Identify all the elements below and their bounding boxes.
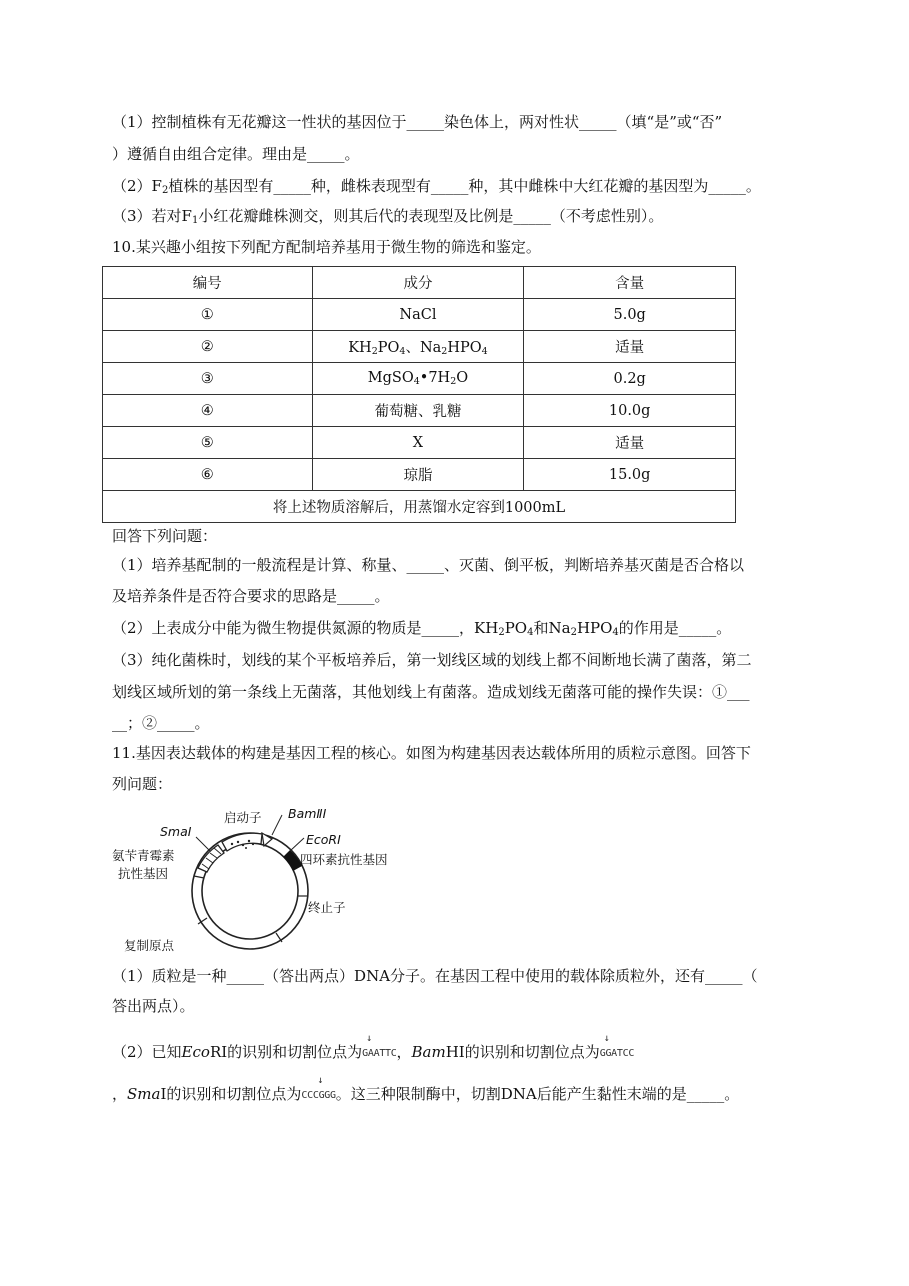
row-number: ② [103,331,313,363]
cut-arrow: ↓ [603,1033,610,1044]
ori-label: 复制原点 [124,938,175,953]
row-component: 葡萄糖、乳糖 [312,395,524,427]
q11-line-2: 答出两点）。 [112,997,195,1015]
q10-line-4: （3）纯化菌株时，划线的某个平板培养后，第一划线区域的划线上都不间断地长满了菌落，第二 [112,651,752,669]
amp-label-line-1: 氨苄青霉素 [112,848,175,863]
q10-line-1: （1）培养基配制的一般流程是计算、称量、_____、灭菌、倒平板，判断培养基灭菌是否合格以 [112,556,745,574]
row-number: ⑥ [103,459,313,491]
q11-intro-1: 11.基因表达载体的构建是基因工程的核心。如图为构建基因表达载体所用的质粒示意图。回答下 [112,744,751,762]
row-amount: 适量 [524,331,736,363]
row-amount: 15.0g [524,459,736,491]
plasmid-diagram [112,806,412,956]
sma-sequence: ↓ CCCGGG [301,1086,335,1106]
q9-line-2: ）遵循自由组合定律。理由是_____。 [112,145,360,163]
row-component: $MgSO_4•7H_2O$ [312,363,524,395]
q10-line-2: 及培养条件是否符合要求的思路是_____。 [112,587,390,605]
q9-line-3: $(2)F_2$植株的基因型有_____种，雌株表现型有_____种，其中雌株中大红花瓣的基因型为_____。 [112,177,761,196]
row-amount: 5.0g [524,299,736,331]
table-footer-note: 将上述物质溶解后，用蒸馏水定容到1000mL [103,491,736,523]
table-header-row [103,267,736,299]
q9-line-4: （3）若对$F_1$小红花瓣雌株测交，则其后代的表现型及比例是_____（不考虑性别）。 [112,207,664,226]
terminator-label: 终止子 [308,900,346,915]
tet-label: 四环素抗性基因 [300,852,388,867]
eco-pointer [290,838,304,851]
table-row [103,299,736,331]
q10-line-5: 划线区域所划的第一条线上无菌落，其他划线上有菌落。造成划线无菌落可能的操作失误：①___ [112,683,750,701]
q9-line-1: （1）控制植株有无花瓣这一性状的基因位于_____染色体上，两对性状_____（填“是”或“否” [112,113,723,131]
q10-line-3: （2）上表成分中能为微生物提供氮源的物质是_____，$KH_2PO_4$和$Na_2HPO_4$的作用是_____。 [112,619,732,638]
q11-line-1: （1）质粒是一种_____（答出两点）DNA分子。在基因工程中使用的载体除质粒外，还有_____（ [112,967,758,985]
q10-prompt: 回答下列问题： [112,527,218,545]
table-row [103,363,736,395]
row-amount: 适量 [524,427,736,459]
header-amount: 含量 [524,267,736,299]
row-amount: 0.2g [524,363,736,395]
row-amount: 10.0g [524,395,736,427]
row-component: 琼脂 [312,459,524,491]
row-component: $KH_2PO_4$、$Na_2HPO_4$ [312,331,524,363]
medium-recipe-table [102,266,736,523]
eco-sequence: ↓ GAATTC [362,1044,396,1064]
table-row [103,459,736,491]
row-component: X [312,427,524,459]
header-component: 成分 [312,267,524,299]
promoter-region [222,833,262,851]
q11-intro-2: 列问题： [112,775,173,793]
table-row [103,331,736,363]
table-row [103,427,736,459]
row-number: ⑤ [103,427,313,459]
header-number: 编号 [103,267,313,299]
q11-line-4: ，SmaⅠ的识别和切割位点为 ↓ CCCGGG。这三种限制酶中，切割DNA后能产生黏性末端的是_____。 [112,1084,739,1106]
promoter-label: 启动子 [224,810,262,825]
sma-label: SmaⅠ [160,824,192,839]
cut-arrow: ↓ [317,1075,324,1086]
bam-label: BamⅡⅠ [288,806,327,821]
q10-intro: 10.某兴趣小组按下列配方配制培养基用于微生物的筛选和鉴定。 [112,238,541,256]
bam-sequence: ↓ GGATCC [600,1044,634,1064]
bam-pointer [272,815,282,835]
amp-label-line-2: 抗性基因 [118,866,169,881]
sma-pointer [196,837,210,851]
eco-label: EcoRⅠ [306,832,341,847]
row-component: NaCl [312,299,524,331]
row-number: ① [103,299,313,331]
table-footer-row [103,491,736,523]
row-number: ③ [103,363,313,395]
q10-line-6: __；②_____。 [112,714,210,732]
q11-line-3: （2）已知EcoRⅠ的识别和切割位点为 ↓ GAATTC，BamHⅠ的识别和切割位点为 ↓ GGATCC [112,1042,634,1064]
row-number: ④ [103,395,313,427]
table-row [103,395,736,427]
cut-arrow: ↓ [366,1033,372,1044]
